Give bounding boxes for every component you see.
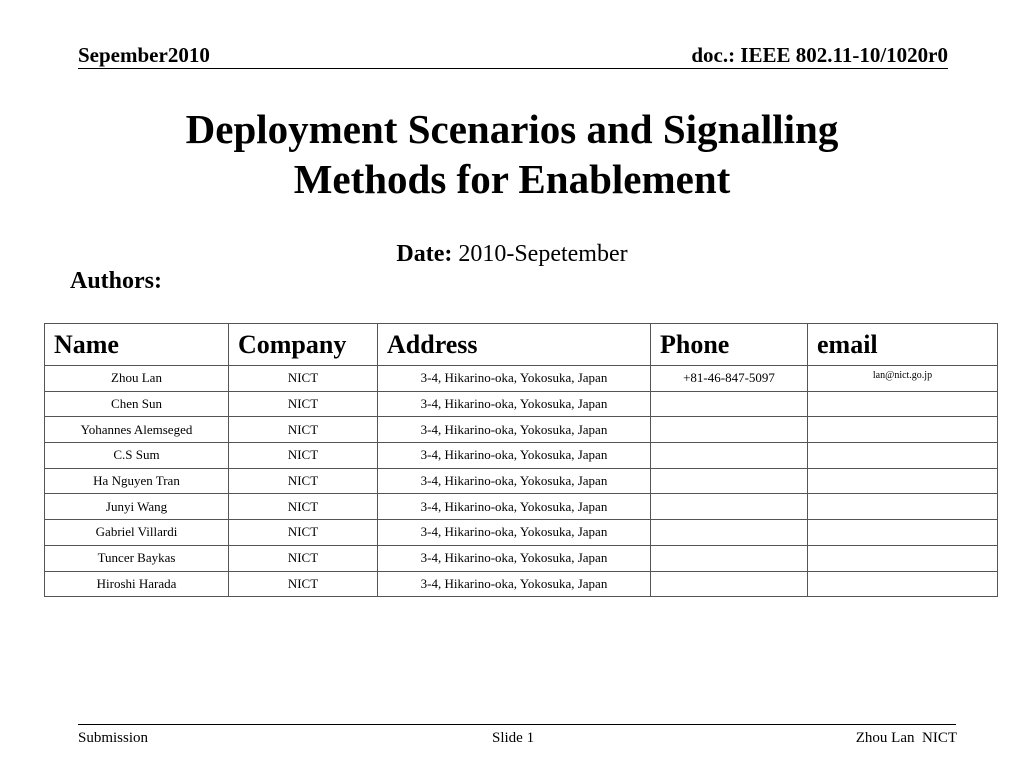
date-value: 2010-Sepetember — [452, 241, 628, 267]
cell-email — [808, 468, 998, 494]
cell-company: NICT — [229, 468, 378, 494]
column-header-address: Address — [378, 324, 651, 366]
slide-title-line-1: Deployment Scenarios and Signalling — [185, 106, 839, 152]
cell-email — [808, 391, 998, 417]
cell-address: 3-4, Hikarino-oka, Yokosuka, Japan — [378, 468, 651, 494]
footer-divider — [78, 724, 956, 725]
cell-address: 3-4, Hikarino-oka, Yokosuka, Japan — [378, 417, 651, 443]
cell-email — [808, 571, 998, 597]
cell-company: NICT — [229, 571, 378, 597]
column-header-company: Company — [229, 324, 378, 366]
cell-address: 3-4, Hikarino-oka, Yokosuka, Japan — [378, 520, 651, 546]
slide-number: Slide 1 — [492, 730, 535, 746]
cell-email — [808, 545, 998, 571]
column-header-phone: Phone — [651, 324, 808, 366]
cell-address: 3-4, Hikarino-oka, Yokosuka, Japan — [378, 366, 651, 392]
cell-phone — [651, 494, 808, 520]
cell-phone — [651, 545, 808, 571]
cell-email — [808, 443, 998, 469]
cell-email — [808, 520, 998, 546]
authors-label: Authors: — [70, 268, 163, 294]
table-row — [45, 545, 998, 571]
authors-table — [44, 323, 998, 597]
cell-email — [808, 494, 998, 520]
header-doc-id: doc.: IEEE 802.11-10/1020r0 — [691, 43, 948, 67]
table-row — [45, 571, 998, 597]
table-row — [45, 494, 998, 520]
cell-address: 3-4, Hikarino-oka, Yokosuka, Japan — [378, 443, 651, 469]
cell-phone — [651, 468, 808, 494]
cell-name: C.S Sum — [45, 443, 229, 469]
cell-company: NICT — [229, 520, 378, 546]
cell-address: 3-4, Hikarino-oka, Yokosuka, Japan — [378, 494, 651, 520]
column-header-email: email — [808, 324, 998, 366]
cell-company: NICT — [229, 443, 378, 469]
table-row — [45, 468, 998, 494]
cell-name: Ha Nguyen Tran — [45, 468, 229, 494]
table-row — [45, 443, 998, 469]
cell-phone — [651, 571, 808, 597]
cell-email: lan@nict.go.jp — [808, 366, 998, 392]
cell-phone — [651, 391, 808, 417]
cell-phone — [651, 417, 808, 443]
cell-name: Zhou Lan — [45, 366, 229, 392]
cell-address: 3-4, Hikarino-oka, Yokosuka, Japan — [378, 545, 651, 571]
cell-name: Gabriel Villardi — [45, 520, 229, 546]
column-header-name: Name — [45, 324, 229, 366]
cell-name: Junyi Wang — [45, 494, 229, 520]
cell-address: 3-4, Hikarino-oka, Yokosuka, Japan — [378, 571, 651, 597]
table-row — [45, 366, 998, 392]
cell-name: Chen Sun — [45, 391, 229, 417]
table-row — [45, 417, 998, 443]
table-header-row — [45, 324, 998, 366]
cell-name: Tuncer Baykas — [45, 545, 229, 571]
cell-address: 3-4, Hikarino-oka, Yokosuka, Japan — [378, 391, 651, 417]
cell-email — [808, 417, 998, 443]
cell-company: NICT — [229, 391, 378, 417]
cell-name: Hiroshi Harada — [45, 571, 229, 597]
header-date: Sepember2010 — [78, 43, 210, 67]
cell-company: NICT — [229, 545, 378, 571]
cell-phone — [651, 520, 808, 546]
table-row — [45, 391, 998, 417]
footer-submission: Submission — [78, 730, 149, 746]
date-line — [0, 239, 1024, 269]
slide-title — [100, 104, 924, 204]
cell-company: NICT — [229, 417, 378, 443]
cell-company: NICT — [229, 366, 378, 392]
cell-phone: +81-46-847-5097 — [651, 366, 808, 392]
date-label: Date: — [396, 241, 453, 267]
cell-name: Yohannes Alemseged — [45, 417, 229, 443]
footer-author: Zhou Lan NICT — [855, 730, 957, 746]
slide-title-line-2: Methods for Enablement — [293, 156, 731, 202]
header-divider — [78, 68, 948, 69]
cell-phone — [651, 443, 808, 469]
table-row — [45, 520, 998, 546]
cell-company: NICT — [229, 494, 378, 520]
